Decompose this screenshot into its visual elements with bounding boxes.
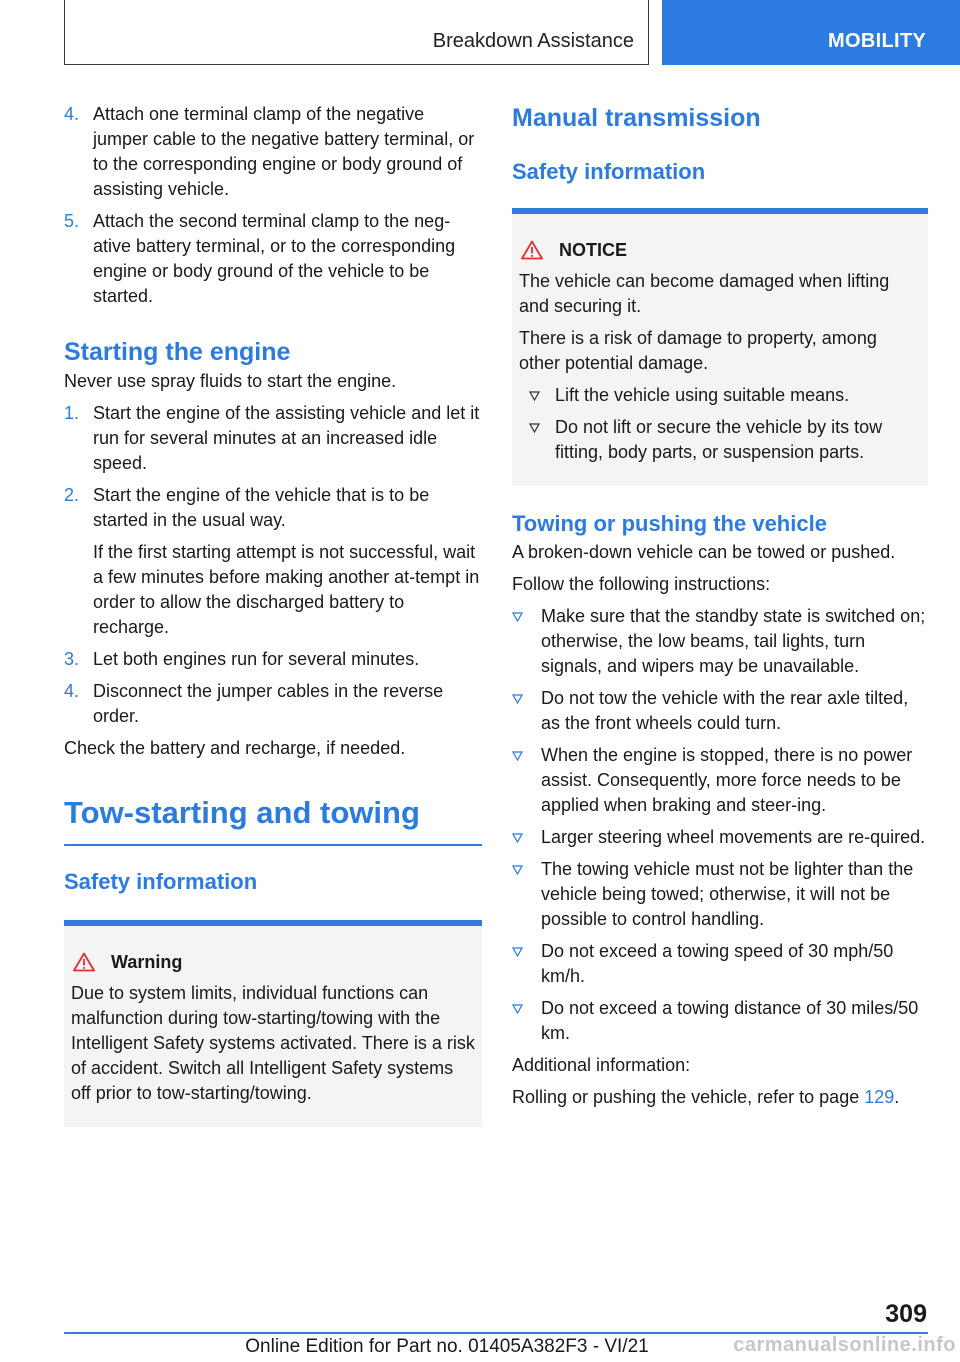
rolling-end: . (894, 1087, 900, 1107)
heading-underline (64, 844, 482, 846)
list-item (529, 415, 921, 465)
bullet-text: Lift the vehicle using suitable means. (555, 385, 850, 405)
notice-bullet-list (529, 383, 921, 465)
list-item (64, 483, 482, 640)
step-text: Let both engines run for several minutes. (93, 649, 420, 669)
list-item (512, 996, 928, 1046)
step-number: 5. (64, 211, 80, 231)
triangle-bullet-icon (512, 833, 523, 843)
triangle-bullet-icon (529, 423, 540, 433)
notice-para-2: There is a risk of damage to property, among other potential damage. (519, 328, 877, 373)
page-number: 309 (885, 1300, 927, 1328)
header-section-label: MOBILITY (828, 30, 926, 52)
left-safety-heading: Safety information (64, 868, 258, 894)
header-section-tab (662, 0, 960, 65)
list-item (64, 102, 482, 202)
step-number: 3. (64, 649, 80, 669)
list-item (64, 209, 482, 309)
warning-title-row (71, 950, 475, 974)
triangle-bullet-icon (512, 947, 523, 957)
page-link[interactable]: 129 (864, 1087, 895, 1107)
towing-intro-2: Follow the following instructions: (512, 574, 771, 594)
warning-title: Warning (111, 951, 183, 972)
list-item (512, 686, 928, 736)
rolling-reference (512, 1085, 928, 1110)
bullet-text: The towing vehicle must not be lighter than the vehicle being towed; otherwise, it will not be possible to control handling. (541, 859, 914, 929)
watermark: carmanualsonline.info (733, 1334, 956, 1356)
notice-box (512, 208, 928, 486)
list-item (512, 825, 928, 850)
step-text: Attach the second terminal clamp to the neg‐ative battery terminal, or to the corresponding engine or body ground of the vehicle to be started. (93, 211, 456, 306)
starting-engine-heading: Starting the engine (64, 338, 291, 366)
list-item (64, 401, 482, 476)
tow-starting-heading: Tow-starting and towing (64, 795, 420, 830)
triangle-bullet-icon (512, 694, 523, 704)
step-text: Start the engine of the assisting vehicle and let it run for several minutes at an increased idle speed. (93, 403, 480, 473)
warning-triangle-icon (521, 240, 543, 260)
list-item (64, 647, 482, 672)
header-title: Breakdown Assistance (432, 30, 634, 52)
triangle-bullet-icon (529, 391, 540, 401)
towing-intro-1: A broken-down vehicle can be towed or pushed. (512, 542, 896, 562)
step-text: Start the engine of the vehicle that is to be started in the usual way. (93, 485, 430, 530)
step-text: Disconnect the jumper cables in the reverse order. (93, 681, 444, 726)
bullet-text: Do not exceed a towing speed of 30 mph/50 km/h. (541, 941, 894, 986)
jumper-steps-list (64, 102, 482, 309)
step-text: Attach one terminal clamp of the negative jumper cable to the negative battery terminal, or to the corresponding engine or body ground of assisting vehicle. (93, 104, 475, 199)
additional-info-label: Additional information: (512, 1055, 691, 1075)
right-column (512, 102, 928, 1117)
left-column (64, 102, 482, 1127)
step-number: 2. (64, 485, 80, 505)
triangle-bullet-icon (512, 1004, 523, 1014)
step-number: 1. (64, 403, 80, 423)
list-item (512, 939, 928, 989)
towing-bullet-list (512, 604, 928, 1046)
bullet-text: Make sure that the standby state is switched on; otherwise, the low beams, tail lights, turn signals, and wipers may be unavailable. (541, 606, 926, 676)
bullet-text: When the engine is stopped, there is no power assist. Consequently, more force needs to be applied when braking and steer‐ing. (541, 745, 913, 815)
triangle-bullet-icon (512, 751, 523, 761)
check-battery-text: Check the battery and recharge, if needed. (64, 738, 406, 758)
rolling-text: Rolling or pushing the vehicle, refer to page (512, 1087, 865, 1107)
bullet-text: Do not lift or secure the vehicle by its tow fitting, body parts, or suspension parts. (555, 417, 883, 462)
triangle-bullet-icon (512, 612, 523, 622)
manual-transmission-heading: Manual transmission (512, 104, 761, 132)
notice-para-1: The vehicle can become damaged when lifting and securing it. (519, 271, 890, 316)
header-title-box (64, 0, 649, 65)
list-item (512, 743, 928, 818)
list-item (529, 383, 921, 408)
list-item (512, 604, 928, 679)
triangle-bullet-icon (512, 865, 523, 875)
list-item (64, 679, 482, 729)
bullet-text: Larger steering wheel movements are re‐quired. (541, 827, 926, 847)
starting-intro: Never use spray fluids to start the engine. (64, 371, 397, 391)
warning-box (64, 920, 482, 1127)
notice-title-row (519, 238, 921, 262)
step-number: 4. (64, 104, 80, 124)
step-subtext: If the first starting attempt is not successful, wait a few minutes before making another at‐tempt in order to allow the discharged battery to recharge. (93, 542, 480, 637)
right-safety-heading: Safety information (512, 159, 706, 184)
step-number: 4. (64, 681, 80, 701)
warning-text: Due to system limits, individual functions can malfunction during tow-starting/towing with the Intelligent Safety systems activated. There is a risk of accident. Switch all Intelligent Safety systems off prior to tow-starting/towing. (71, 982, 475, 1103)
edition-text: Online Edition for Part no. 01405A382F3 - VI/21 (245, 1336, 649, 1357)
towing-heading: Towing or pushing the vehicle (512, 511, 827, 536)
bullet-text: Do not exceed a towing distance of 30 miles/50 km. (541, 998, 919, 1043)
list-item (512, 857, 928, 932)
bullet-text: Do not tow the vehicle with the rear axle tilted, as the front wheels could turn. (541, 688, 909, 733)
starting-steps-list (64, 401, 482, 729)
notice-title: NOTICE (559, 240, 628, 260)
warning-triangle-icon (73, 952, 95, 972)
